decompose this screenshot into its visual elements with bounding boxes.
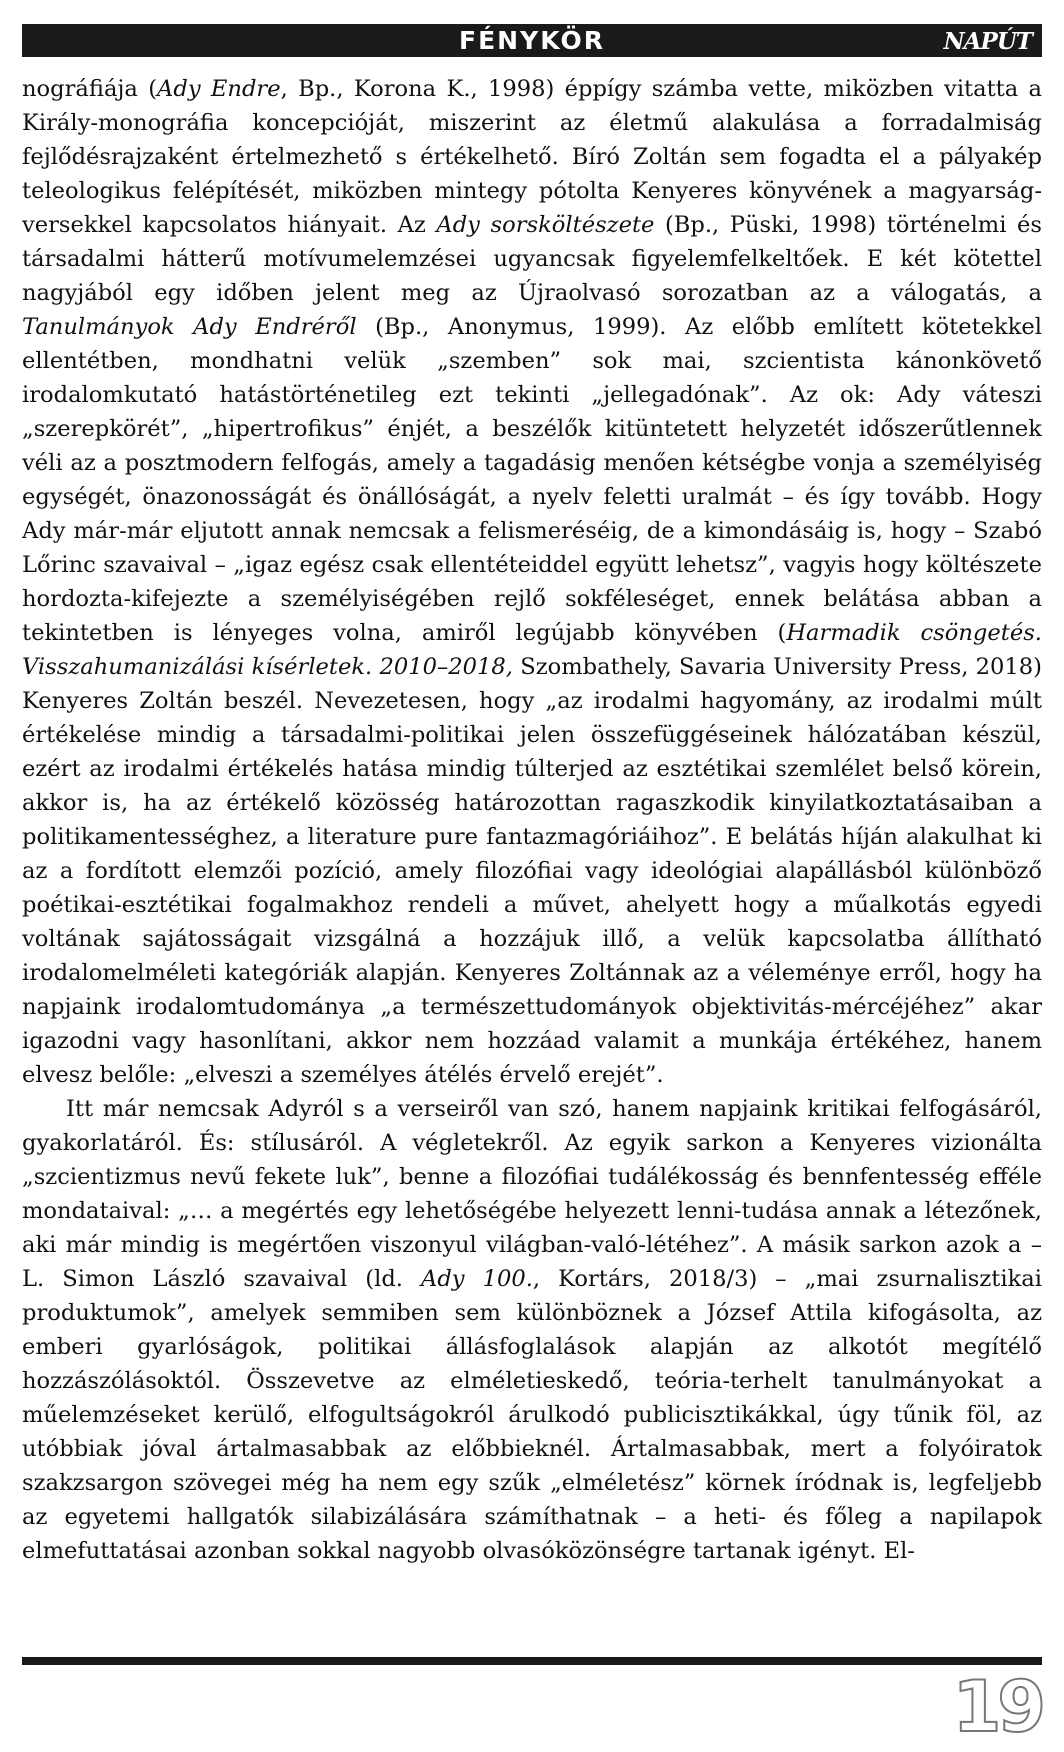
text-run: (Bp., Püski, 1998) történelmi és társadalmi hátterű motívumelemzései ugyancsak figyelemfelkeltőek. E két kötettel nagyjából egy időben jelent meg az Újraolvasó sorozatban az a válogatás, a xyxy=(22,212,1042,306)
text-run: , Kortárs, 2018/3) – „mai zsurnalisztikai produktumok”, amelyek semmiben sem különböznek a József Attila kifogásolta, az emberi gyarlóságok, politikai állásfoglalások alapján az alkotót megítélő hozzászólásoktól. Összevetve az elméletieskedő, teória-terhelt tanulmányokat a műelemzéseket kerülő, elfogultságokról árulkodó publicisztikákkal, úgy tűnik föl, az utóbbiak jóval ártalmasabbak az előbbieknél. Ártalmasabbak, mert a folyóiratok szakzsargon szövegei még ha nem egy szűk „elméletész” körnek íródnak is, legfeljebb az egyetemi hallgatók silabizálására számíthatnak – a heti- és főleg a napilapok elmefuttatásai azonban sokkal nagyobb olvasóközönségre tartanak igényt. El- xyxy=(22,1266,1042,1564)
text-run: Itt már nemcsak Adyról s a verseiről van szó, hanem napjaink kritikai felfogásáról, gyakorlatáról. És: stílusáról. A végletekről. Az egyik sarkon a Kenyeres vizionálta „szcientizmus nevű fekete luk”, benne a filozófiai tudálékosság és bennfentesség efféle mondataival: „… a megértés egy lehetőségébe helyezett lenni-tudása annak a létezőnek, aki már mindig is megértően viszonyul világban-való-létéhez”. A másik sarkon azok a – L. Simon László szavaival (ld. xyxy=(22,1096,1042,1292)
text-run: Szombathely, Savaria University Press, 2018) Kenyeres Zoltán beszél. Nevezetesen, hogy „az irodalmi hagyomány, az irodalmi múlt értékelése mindig a társadalmi-politikai jelen összefüggéseinek hálózatában készül, ezért az irodalmi értékelés hatása mindig túlterjed az esztétikai szemlélet belső körein, akkor is, ha az értékelő közösség határozottan ragaszkodik kinyilatkoztatásaiban a politikamentességhez, a literature pure fantazmagóriáihoz”. E belátás híján alakulhat ki az a fordított elemzői pozíció, amely filozófiai vagy ideológiai alapállásból különböző poétikai-esztétikai fogalmakhoz rendeli a művet, ahelyett hogy a műalkotás egyedi voltának sajátosságait vizsgálná a hozzájuk illő, a velük kapcsolatba állítható irodalomelméleti kategóriák alapján. Kenyeres Zoltánnak az a véleménye erről, hogy ha napjaink irodalomtudománya „a természettudományok objektivitás-mércéjéhez” akar igazodni vagy hasonlítani, akkor nem hozzáad valamit a munkája értékéhez, hanem elvesz belőle: „elveszi a személyes átélés érvelő erejét”. xyxy=(22,654,1042,1088)
page-number: 19 xyxy=(952,1666,1042,1748)
magazine-logo: NAPÚT xyxy=(943,28,1032,55)
paragraph-2 xyxy=(22,1092,1042,1568)
italic-title-text: Tanulmányok Ady Endréről xyxy=(22,314,357,340)
section-title: FÉNYKÖR xyxy=(459,26,605,55)
italic-title-text: Ady 100. xyxy=(421,1266,533,1292)
text-run: , Bp., Korona K., 1998) éppígy számba vette, miközben vitatta a Király-monográfia koncepcióját, miszerint az életmű alakulása a forradalmiság fejlődésrajzaként értelmezhető s értékelhető. Bíró Zoltán sem fogadta el a pályakép teleologikus felépítését, miközben mintegy pótolta Kenyeres könyvének a magyarság-versekkel kapcsolatos hiányait. Az xyxy=(22,76,1042,238)
text-run: nográfiája ( xyxy=(22,76,158,102)
footer-rule xyxy=(22,1657,1042,1665)
paragraph-1 xyxy=(22,72,1042,1092)
header-bar xyxy=(22,24,1042,57)
article-body xyxy=(22,72,1042,1652)
italic-title-text: Ady Endre xyxy=(157,76,281,102)
italic-title-text: Harmadik csöngetés. Visszahumanizálási kísérletek. 2010–2018, xyxy=(22,620,1042,680)
italic-title-text: Ady sorsköltészete xyxy=(436,212,655,238)
text-run: (Bp., Anonymus, 1999). Az előbb említett kötetekkel ellentétben, mondhatni velük „szemben” sok mai, szcientista kánonkövető irodalomkutató hatástörténetileg ezt tekinti „jellegadónak”. Az ok: Ady váteszi „szerepkörét”, „hipertrofikus” énjét, a beszélők kitüntetett helyzetét időszerűtlennek véli az a posztmodern felfogás, amely a tagadásig menően kétségbe vonja a személyiség egységét, önazonosságát és önállóságát, a nyelv feletti uralmát – és így tovább. Hogy Ady már-már eljutott annak nemcsak a felismeréséig, de a kimondásáig is, hogy – Szabó Lőrinc szavaival – „igaz egész csak ellentéteiddel együtt lehetsz”, vagyis hogy költészete hordozta-kifejezte a személyiségében rejlő sokféleséget, ennek belátása abban a tekintetben is lényeges volna, amiről legújabb könyvében ( xyxy=(22,314,1042,646)
